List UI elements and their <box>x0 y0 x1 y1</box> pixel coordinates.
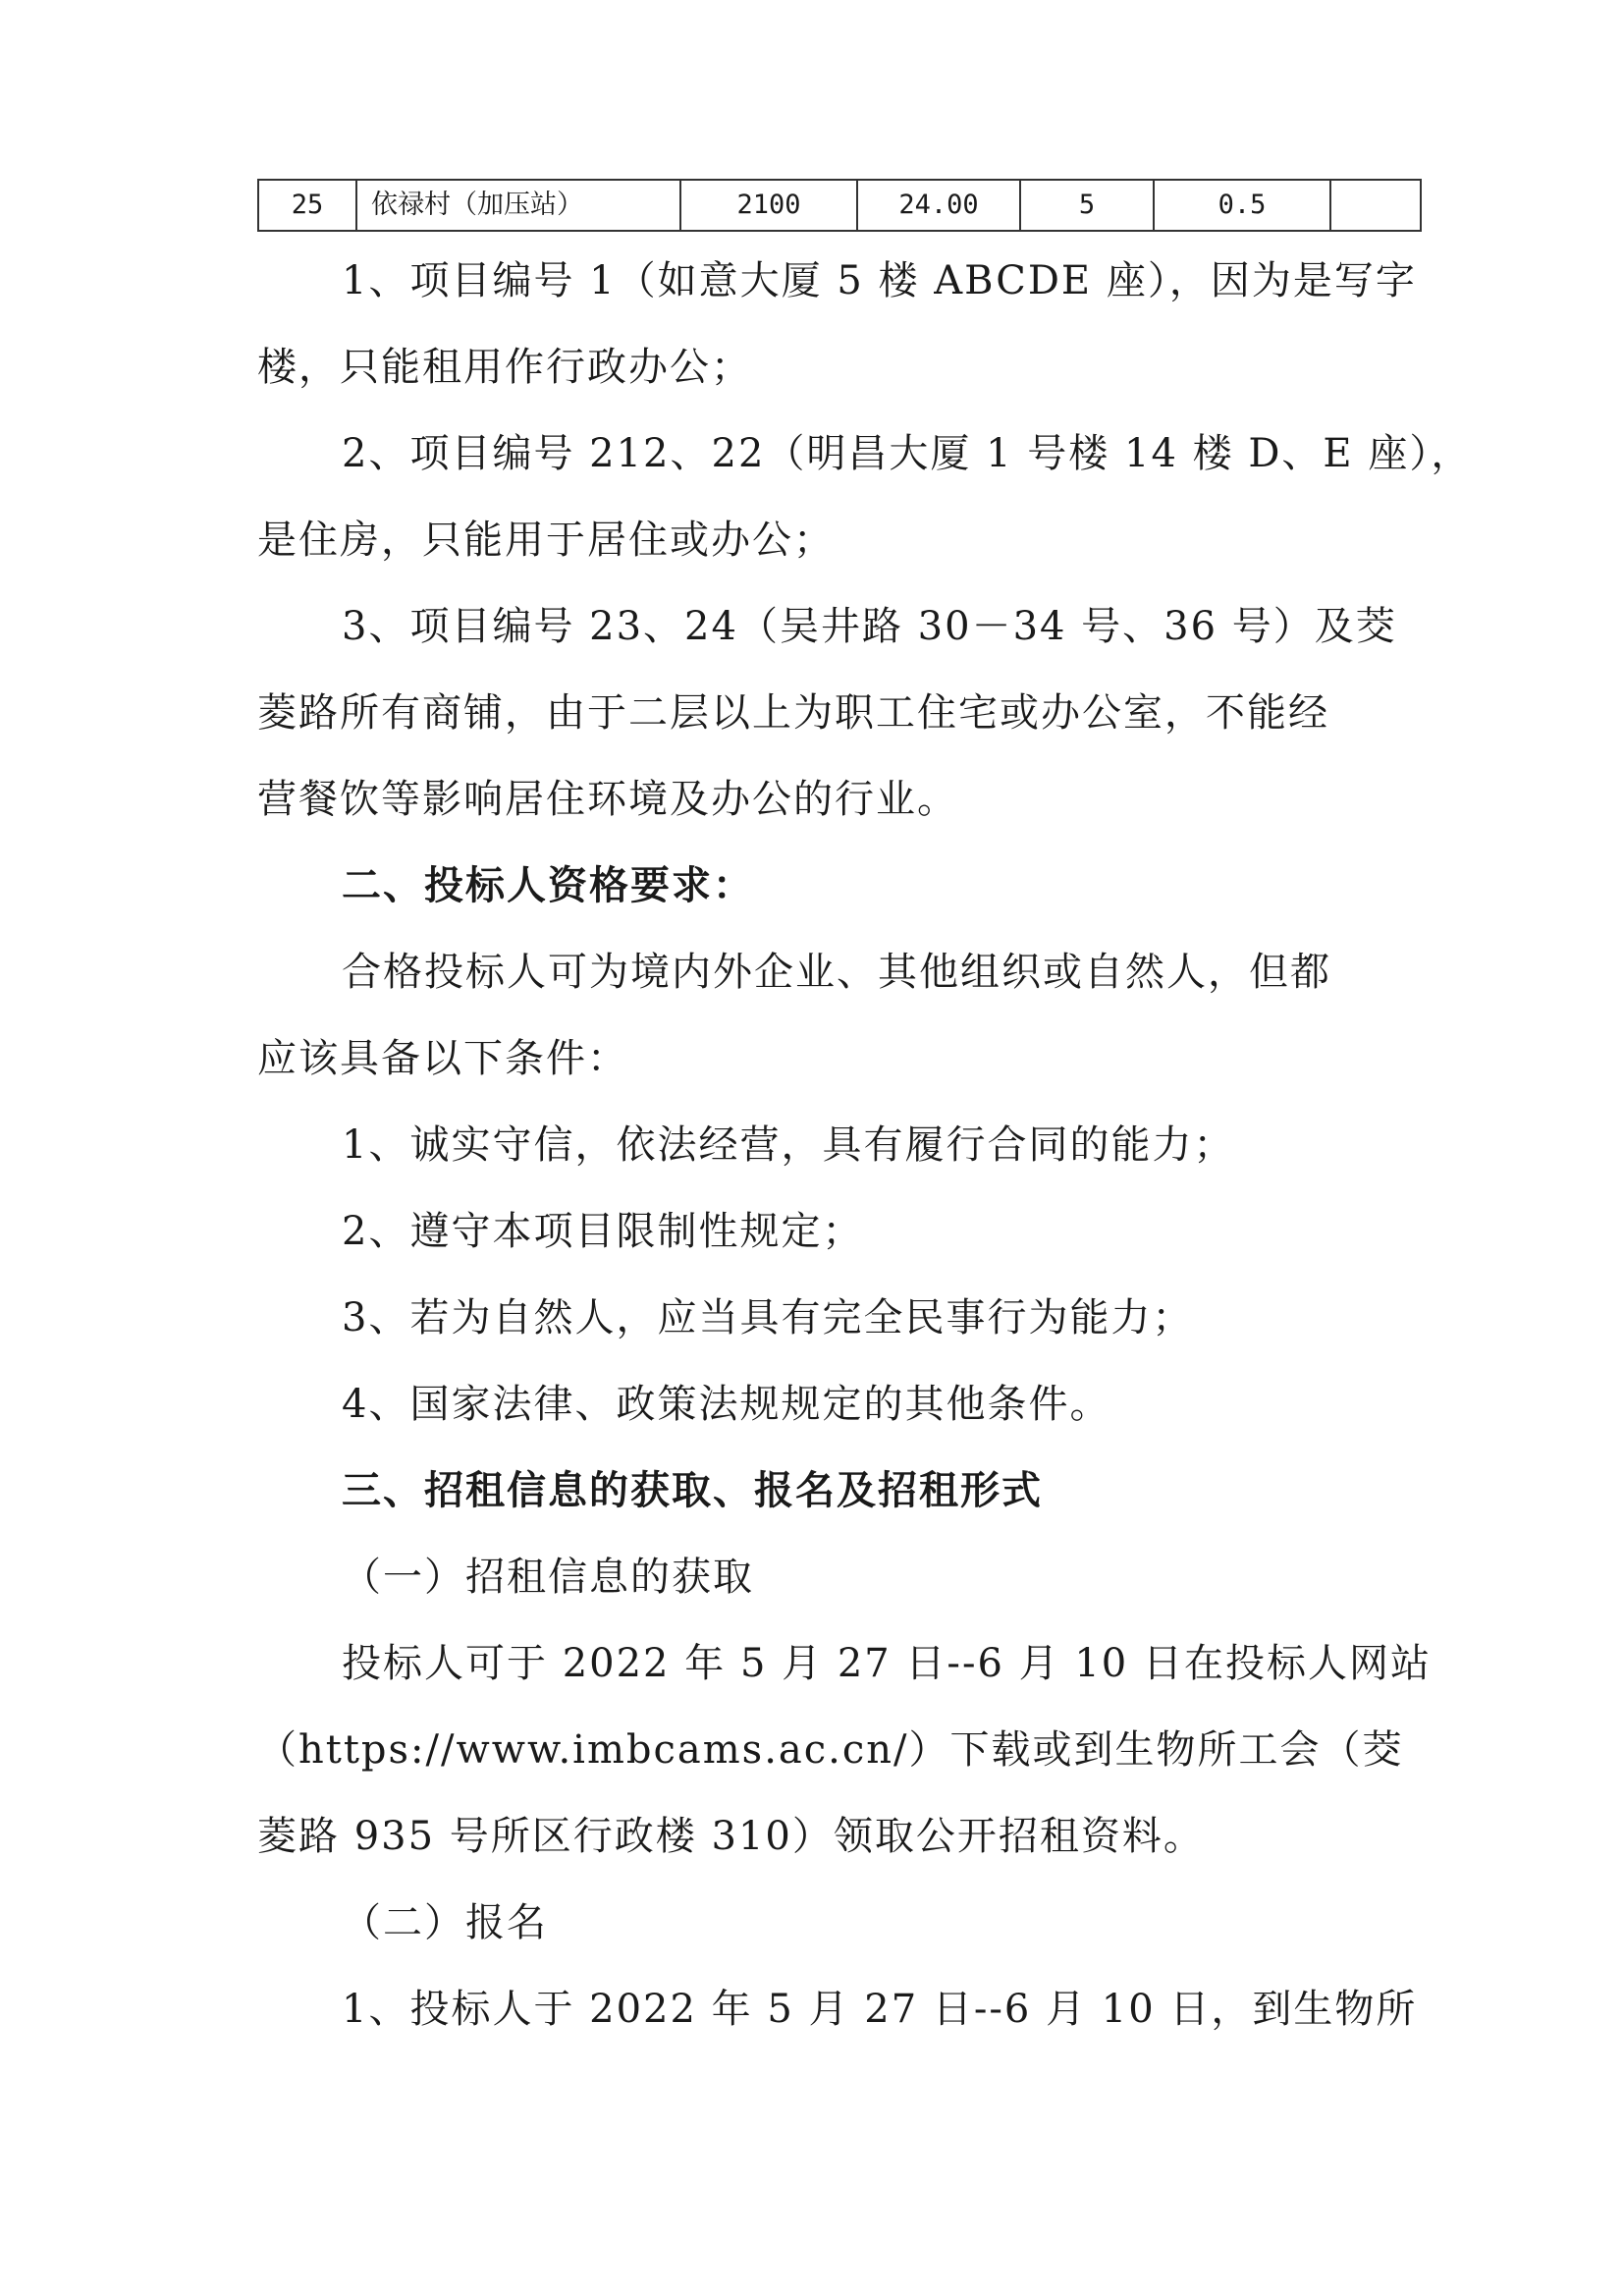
table-row <box>257 179 1422 232</box>
section-3-sub1-line-3: 菱路 935 号所区行政楼 310）领取公开招租资料。 <box>257 1814 1205 1859</box>
section-3-sub1-line-1: 投标人可于 2022 年 5 月 27 日--6 月 10 日在投标人网站 <box>342 1641 1432 1686</box>
section-2-intro-line-1: 合格投标人可为境内外企业、其他组织或自然人，但都 <box>342 950 1331 995</box>
section-3-title: 三、招租信息的获取、报名及招租形式 <box>342 1468 1043 1513</box>
section-2-item-4: 4、国家法律、政策法规规定的其他条件。 <box>342 1382 1111 1427</box>
section-2 <box>257 843 1386 1448</box>
note-1-line-1: 1、项目编号 1（如意大厦 5 楼 ABCDE 座），因为是写字 <box>342 258 1417 303</box>
note-3-line-1: 3、项目编号 23、24（吴井路 30－34 号、36 号）及茭 <box>342 604 1397 649</box>
table-cell-no: 25 <box>257 181 355 230</box>
section-2-intro-line-2: 应该具备以下条件： <box>257 1036 628 1081</box>
section-3-sub1-title: （一）招租信息的获取 <box>342 1555 754 1600</box>
table-cell-name: 依禄村（加压站） <box>355 181 679 230</box>
note-2 <box>257 410 1473 583</box>
table-cell-area: 2100 <box>679 181 856 230</box>
section-3 <box>257 1448 1432 2052</box>
section-3-sub2-line-1: 1、投标人于 2022 年 5 月 27 日--6 月 10 日，到生物所 <box>342 1987 1418 2032</box>
table-cell-years: 5 <box>1019 181 1153 230</box>
section-2-item-2: 2、遵守本项目限制性规定； <box>342 1209 864 1254</box>
table-cell-price: 24.00 <box>856 181 1019 230</box>
note-2-line-2: 是住房，只能用于居住或办公； <box>257 518 835 563</box>
note-1 <box>257 238 1417 410</box>
section-3-sub2-title: （二）报名 <box>342 1900 548 1945</box>
section-3-sub1-line-2: （https://www.imbcams.ac.cn/）下载或到生物所工会（茭 <box>257 1727 1404 1773</box>
note-3-line-2: 菱路所有商铺，由于二层以上为职工住宅或办公室，不能经 <box>257 690 1329 736</box>
note-1-line-2: 楼，只能租用作行政办公； <box>257 345 752 390</box>
table-cell-extra <box>1329 181 1422 230</box>
table-cell-deposit: 0.5 <box>1153 181 1329 230</box>
note-3 <box>257 583 1397 843</box>
section-2-item-1: 1、诚实守信，依法经营，具有履行合同的能力； <box>342 1122 1235 1168</box>
section-2-title: 二、投标人资格要求： <box>342 863 754 908</box>
note-3-line-3: 营餐饮等影响居住环境及办公的行业。 <box>257 777 958 822</box>
section-2-item-3: 3、若为自然人，应当具有完全民事行为能力； <box>342 1295 1194 1340</box>
note-2-line-1: 2、项目编号 212、22（明昌大厦 1 号楼 14 楼 D、E 座）， <box>342 431 1473 476</box>
